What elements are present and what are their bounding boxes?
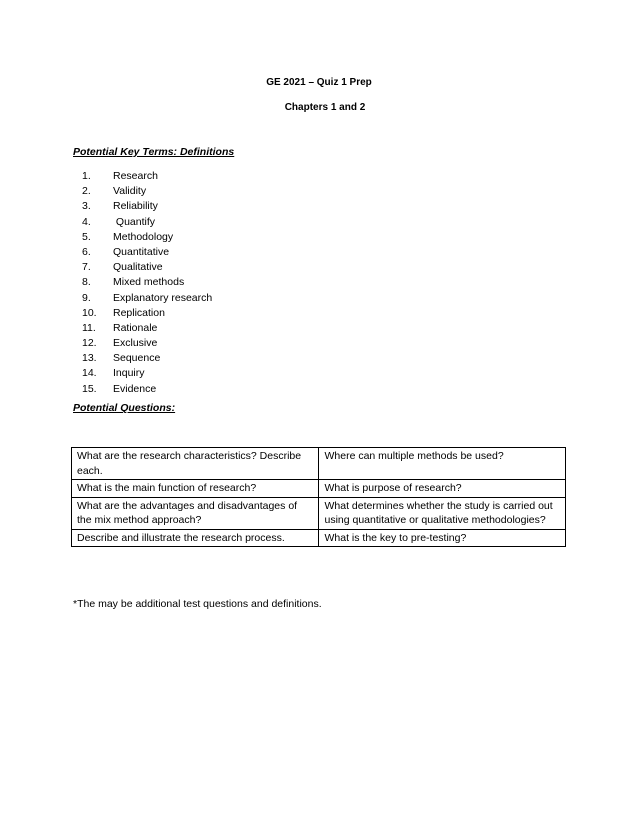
list-item-number: 10. (82, 306, 97, 319)
list-item-label: Sequence (113, 352, 161, 365)
table-cell: Describe and illustrate the research process. (72, 529, 319, 547)
list-item (82, 275, 212, 290)
list-item-label: Explanatory research (113, 291, 213, 304)
table-cell: Where can multiple methods be used? (319, 448, 566, 480)
list-item (82, 336, 212, 351)
key-terms-list (82, 169, 212, 397)
list-item (82, 169, 212, 184)
list-item-number: 1. (82, 170, 91, 182)
list-item-label: Inquiry (113, 367, 145, 380)
list-item-label: Evidence (113, 382, 157, 395)
list-item-number: 9. (82, 291, 91, 304)
table-row (72, 448, 566, 480)
questions-table (71, 447, 566, 547)
document-title: GE 2021 – Quiz 1 Prep (266, 77, 372, 88)
table-row (72, 480, 566, 498)
key-terms-heading: Potential Key Terms: Definitions (73, 146, 235, 158)
list-item-number: 3. (82, 200, 91, 213)
list-item (82, 199, 212, 214)
list-item-label: Qualitative (113, 261, 163, 274)
list-item-number: 11. (82, 321, 96, 334)
table-cell: What is the key to pre-testing? (319, 529, 566, 547)
list-item-label: Reliability (113, 200, 158, 213)
list-item (82, 291, 212, 306)
list-item (82, 382, 212, 397)
list-item-number: 2. (82, 185, 91, 198)
list-item-label: Replication (113, 306, 165, 319)
list-item (82, 260, 212, 275)
table-cell: What determines whether the study is carried out using quantitative or qualitative methodologies? (319, 497, 566, 529)
list-item-label: Rationale (113, 321, 158, 334)
list-item-number: 12. (82, 337, 97, 350)
questions-heading: Potential Questions: (73, 402, 176, 414)
list-item-number: 13. (82, 352, 97, 365)
list-item-number: 5. (82, 230, 91, 243)
list-item-number: 14. (82, 367, 97, 380)
list-item-label: Validity (113, 185, 147, 198)
list-item-number: 6. (82, 245, 91, 258)
document-subtitle: Chapters 1 and 2 (284, 102, 366, 113)
list-item-label: Mixed methods (113, 276, 185, 289)
list-item (82, 321, 212, 336)
list-item (82, 230, 212, 245)
footnote: *The may be additional test questions and definitions. (73, 598, 322, 610)
table-cell: What are the research characteristics? Describe each. (72, 448, 319, 480)
list-item-label: Exclusive (113, 337, 158, 350)
table-row (72, 497, 566, 529)
table-cell: What is the main function of research? (72, 480, 319, 498)
list-item-label: Quantitative (113, 245, 170, 258)
table-cell: What is purpose of research? (319, 480, 566, 498)
list-item (82, 245, 212, 260)
list-item (82, 306, 212, 321)
list-item-label: Quantify (113, 215, 156, 228)
list-item-number: 7. (82, 261, 91, 274)
list-item-number: 8. (82, 276, 91, 289)
list-item (82, 215, 212, 230)
list-item (82, 366, 212, 381)
table-row (72, 529, 566, 547)
list-item-number: 4. (82, 215, 91, 228)
list-item-label: Methodology (113, 230, 174, 243)
list-item-label: Research (113, 170, 158, 182)
list-item (82, 351, 212, 366)
list-item-number: 15. (82, 382, 97, 395)
list-item (82, 184, 212, 199)
table-cell: What are the advantages and disadvantages of the mix method approach? (72, 497, 319, 529)
